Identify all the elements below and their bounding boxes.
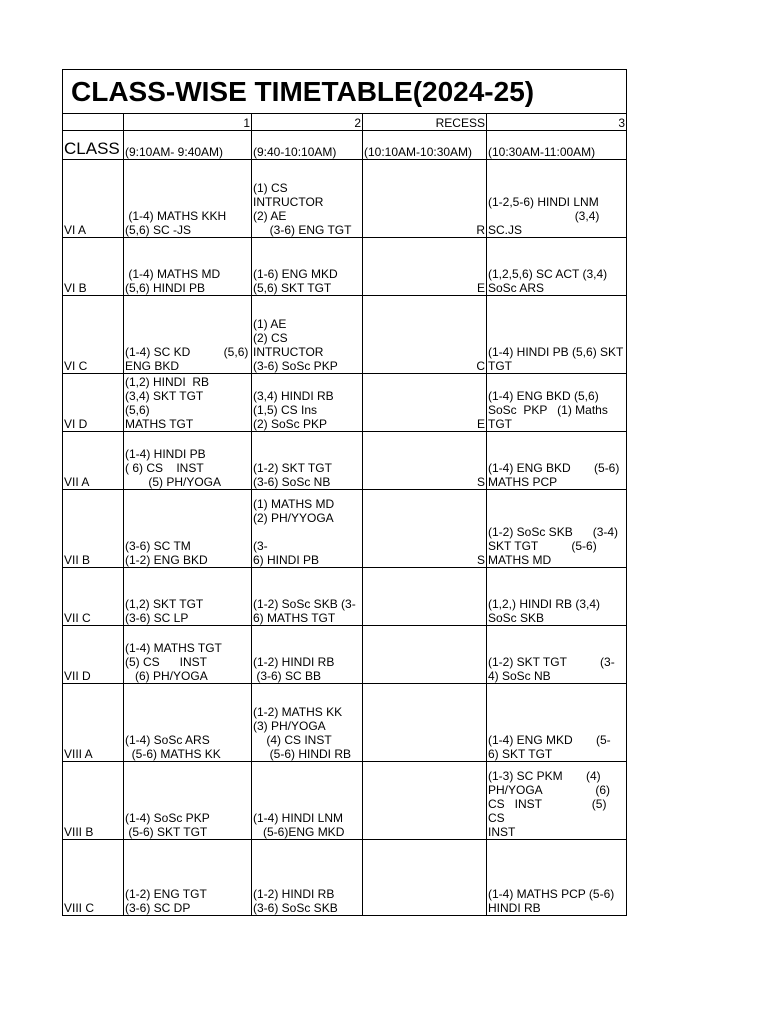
period2-cell: (1) CS INTRUCTOR (2) AE (3-6) ENG TGT [252, 160, 363, 238]
period-number-cell [63, 114, 124, 131]
class-cell: VIII B [63, 762, 124, 840]
period3-cell: (1-4) ENG BKD (5,6) SoSc PKP (1) Maths TGT [487, 374, 627, 432]
class-cell: VI C [63, 296, 124, 374]
period-number-row [63, 114, 627, 131]
period2-cell: (1) AE (2) CS INTRUCTOR (3-6) SoSc PKP [252, 296, 363, 374]
class-cell: VII D [63, 626, 124, 684]
recess-cell [363, 626, 487, 684]
period1-cell: (1-4) MATHS KKH (5,6) SC -JS [124, 160, 252, 238]
period1-cell: (1-4) SC KD (5,6) ENG BKD [124, 296, 252, 374]
title-row [63, 70, 627, 114]
period1-cell: (1,2) HINDI RB (3,4) SKT TGT (5,6) MATHS TGT [124, 374, 252, 432]
recess-cell [363, 684, 487, 762]
period3-cell: (1,2,5,6) SC ACT (3,4) SoSc ARS [487, 238, 627, 296]
period1-cell: (1-4) MATHS MD (5,6) HINDI PB [124, 238, 252, 296]
period-number-cell: RECESS [363, 114, 487, 131]
period3-cell: (1-4) HINDI PB (5,6) SKT TGT [487, 296, 627, 374]
class-cell: VI A [63, 160, 124, 238]
period3-cell: (1-4) ENG BKD (5-6) MATHS PCP [487, 432, 627, 490]
table-row [63, 160, 627, 238]
timetable-sheet [62, 69, 626, 916]
recess-cell: C [363, 296, 487, 374]
period2-cell: (1-2) MATHS KK (3) PH/YOGA (4) CS INST (5-6) HINDI RB [252, 684, 363, 762]
time-header: (10:10AM-10:30AM) [363, 131, 487, 160]
table-row [63, 238, 627, 296]
table-row [63, 626, 627, 684]
period3-cell: (1-4) MATHS PCP (5-6) HINDI RB [487, 840, 627, 916]
recess-cell: S [363, 432, 487, 490]
recess-cell [363, 568, 487, 626]
period1-cell: (1-4) HINDI PB ( 6) CS INST (5) PH/YOGA [124, 432, 252, 490]
table-row [63, 762, 627, 840]
period2-cell: (1-2) HINDI RB (3-6) SoSc SKB [252, 840, 363, 916]
recess-cell [363, 840, 487, 916]
recess-cell [363, 762, 487, 840]
period2-cell: (3,4) HINDI RB (1,5) CS Ins (2) SoSc PKP [252, 374, 363, 432]
table-row [63, 568, 627, 626]
period-number-cell: 2 [252, 114, 363, 131]
table-row [63, 684, 627, 762]
table-row [63, 296, 627, 374]
class-cell: VI D [63, 374, 124, 432]
period1-cell: (1-4) MATHS TGT (5) CS INST (6) PH/YOGA [124, 626, 252, 684]
period3-cell: (1-3) SC PKM (4) PH/YOGA (6) CS INST (5) CS INST [487, 762, 627, 840]
class-cell: VII A [63, 432, 124, 490]
recess-cell: E [363, 374, 487, 432]
period3-cell: (1-4) ENG MKD (5- 6) SKT TGT [487, 684, 627, 762]
period2-cell: (1-4) HINDI LNM (5-6)ENG MKD [252, 762, 363, 840]
table-row [63, 374, 627, 432]
period3-cell: (1-2,5-6) HINDI LNM (3,4) SC.JS [487, 160, 627, 238]
period2-cell: (1-2) SKT TGT (3-6) SoSc NB [252, 432, 363, 490]
period3-cell: (1-2) SoSc SKB (3-4) SKT TGT (5-6) MATHS MD [487, 490, 627, 568]
period2-cell: (1-2) HINDI RB (3-6) SC BB [252, 626, 363, 684]
class-cell: VIII A [63, 684, 124, 762]
timetable [62, 69, 627, 916]
time-header: (9:40-10:10AM) [252, 131, 363, 160]
page-title: CLASS-WISE TIMETABLE(2024-25) [63, 70, 627, 114]
period1-cell: (1-2) ENG TGT (3-6) SC DP [124, 840, 252, 916]
period-number-cell: 3 [487, 114, 627, 131]
class-header: CLASS [63, 131, 124, 160]
time-header: (10:30AM-11:00AM) [487, 131, 627, 160]
period2-cell: (1) MATHS MD (2) PH/YYOGA (3- 6) HINDI PB [252, 490, 363, 568]
class-cell: VII C [63, 568, 124, 626]
class-cell: VIII C [63, 840, 124, 916]
table-row [63, 490, 627, 568]
class-cell: VI B [63, 238, 124, 296]
period1-cell: (1,2) SKT TGT (3-6) SC LP [124, 568, 252, 626]
period1-cell: (1-4) SoSc ARS (5-6) MATHS KK [124, 684, 252, 762]
period1-cell: (3-6) SC TM (1-2) ENG BKD [124, 490, 252, 568]
period3-cell: (1-2) SKT TGT (3- 4) SoSc NB [487, 626, 627, 684]
time-header: (9:10AM- 9:40AM) [124, 131, 252, 160]
period3-cell: (1,2,) HINDI RB (3,4) SoSc SKB [487, 568, 627, 626]
header-row [63, 131, 627, 160]
table-row [63, 840, 627, 916]
table-row [63, 432, 627, 490]
period1-cell: (1-4) SoSc PKP (5-6) SKT TGT [124, 762, 252, 840]
period2-cell: (1-2) SoSc SKB (3- 6) MATHS TGT [252, 568, 363, 626]
period2-cell: (1-6) ENG MKD (5,6) SKT TGT [252, 238, 363, 296]
recess-cell: S [363, 490, 487, 568]
recess-cell: E [363, 238, 487, 296]
period-number-cell: 1 [124, 114, 252, 131]
recess-cell: R [363, 160, 487, 238]
class-cell: VII B [63, 490, 124, 568]
